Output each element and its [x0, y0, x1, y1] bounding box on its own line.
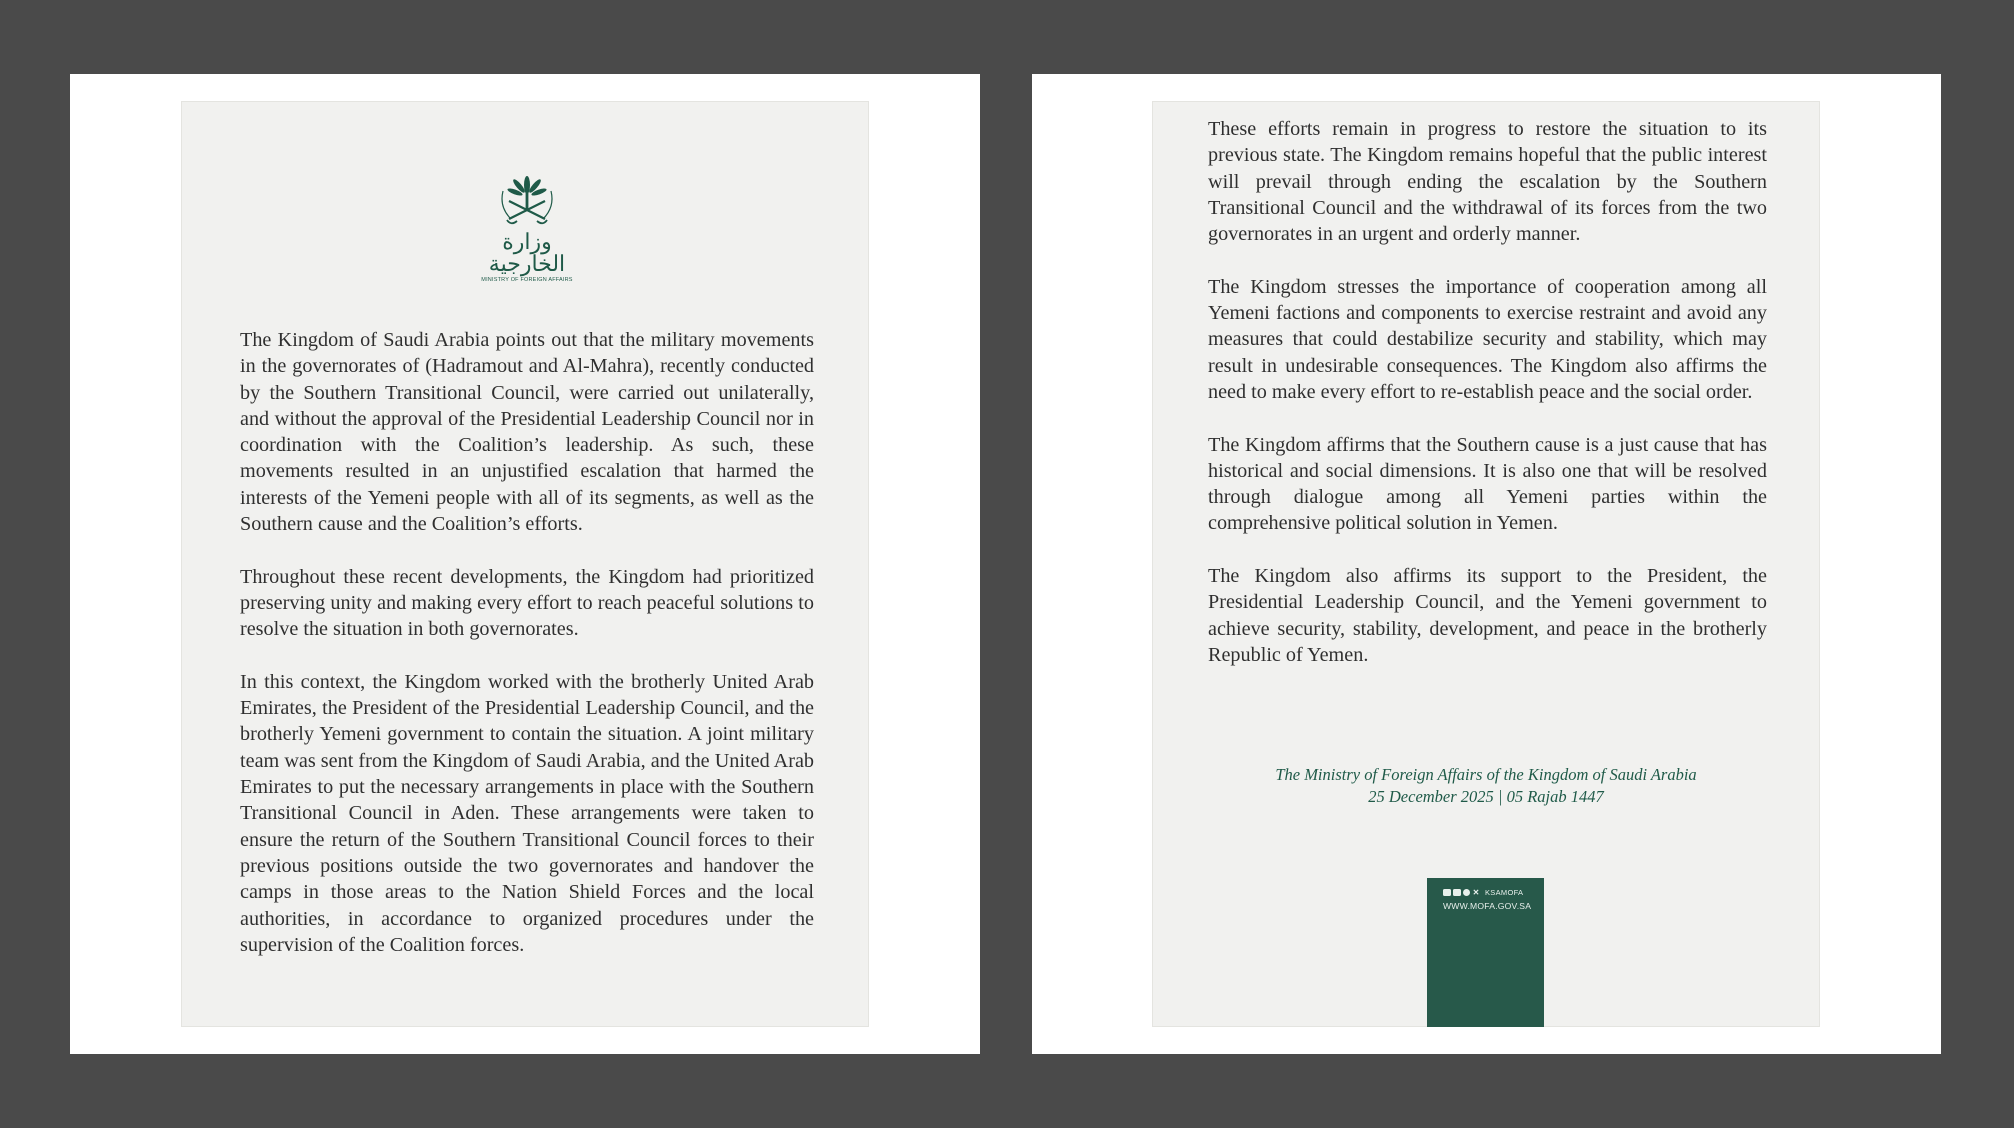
paragraph: In this context, the Kingdom worked with the brotherly United Arab Emirates, the President of the Presidential Leadership Council, and the brotherly Yemeni government to contain the situation. A joint military team was sent from the Kingdom of Saudi Arabia, and the United Arab Emirates to put the necessary arrangements in place with the Southern Transitional Council in Aden. These arrangements were taken to ensure the return of the Southern Transitional Council forces to their previous positions outside the two governorates and handover the camps in those areas to the Nation Shield Forces and the local authorities, in accordance to organized procedures under the supervision of the Coalition forces. — [240, 670, 814, 956]
page-2-paper — [1152, 101, 1820, 1027]
signature-line: The Ministry of Foreign Affairs of the Kingdom of Saudi Arabia — [1275, 765, 1697, 784]
social-handle: KSAMOFA — [1485, 888, 1524, 897]
page-2-body — [1208, 116, 1767, 695]
paragraph: The Kingdom of Saudi Arabia points out that the military movements in the governorates of (Hadramout and Al-Mahra), recently conducted by the Southern Transitional Council, were carried out unilaterally, and without the approval of the Presidential Leadership Council nor in coordination with the Coalition’s leadership. As such, these movements resulted in an unjustified escalation that harmed the interests of the Yemeni people with all of its segments, as well as the Southern cause and the Coalition’s efforts. — [240, 329, 814, 536]
palm-swords-emblem-icon — [497, 171, 557, 229]
x-icon[interactable]: ✕ — [1472, 888, 1480, 897]
signature-block — [1152, 764, 1820, 808]
date-line: 25 December 2025 | 05 Rajab 1447 — [1368, 787, 1604, 806]
ministry-emblem — [475, 171, 579, 283]
contact-block — [1427, 878, 1544, 1027]
paragraph: These efforts remain in progress to restore the situation to its previous state. The Kingdom remains hopeful that the public interest will prevail through ending the escalation by the Southern Transitional Council and the withdrawal of its forces from the two governorates in an urgent and orderly manner. — [1208, 118, 1767, 246]
website-link[interactable]: WWW.MOFA.GOV.SA — [1443, 901, 1532, 911]
paragraph: The Kingdom stresses the importance of cooperation among all Yemeni factions and components to exercise restraint and avoid any measures that could destabilize security and stability, which may result in undesirable consequences. The Kingdom also affirms the need to make every effort to re-establish peace and the social order. — [1208, 275, 1767, 403]
paragraph: The Kingdom also affirms its support to the President, the Presidential Leadership Council, and the Yemeni government to achieve security, stability, development, and peace in the brotherly Republic of Yemen. — [1208, 565, 1767, 666]
emblem-english-name: MINISTRY OF FOREIGN AFFAIRS — [481, 277, 573, 283]
page-1-body — [240, 327, 814, 984]
instagram-icon[interactable] — [1463, 889, 1470, 896]
paragraph: The Kingdom affirms that the Southern cause is a just cause that has historical and social dimensions. It is also one that will be resolved through dialogue among all Yemeni parties within the comprehensive political solution in Yemen. — [1208, 433, 1767, 535]
paragraph: Throughout these recent developments, the Kingdom had prioritized preserving unity and making every effort to reach peaceful solutions to resolve the situation in both governorates. — [240, 565, 814, 641]
youtube-icon[interactable] — [1443, 889, 1451, 896]
facebook-icon[interactable] — [1453, 889, 1461, 896]
page-1-paper — [181, 101, 869, 1027]
emblem-arabic-name: وزارة الخارجية — [488, 229, 566, 276]
document-page-1 — [70, 74, 980, 1054]
document-page-2 — [1032, 74, 1941, 1054]
social-row — [1443, 888, 1523, 897]
